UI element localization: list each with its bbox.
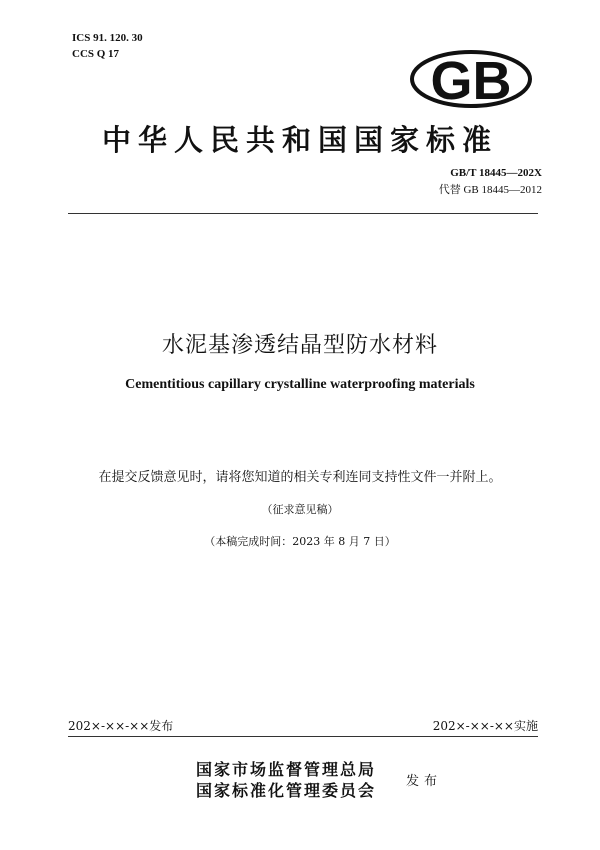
national-standard-title: 中华人民共和国国家标准 <box>101 123 498 157</box>
gb-logo <box>410 50 532 108</box>
gb-logo-text: GB <box>430 51 512 108</box>
document-title-chinese: 水泥基渗透结晶型防水材料 <box>161 333 438 358</box>
draft-label: （征求意见稿） <box>261 503 339 516</box>
feedback-note: 在提交反馈意见时，请将您知道的相关专利连同支持性文件一并附上。 <box>98 470 502 485</box>
implementation-date: 202×-××-××实施 <box>432 719 538 733</box>
issuer-samr: 国家市场监督管理总局 <box>196 760 377 779</box>
document-title-english: Cementitious capillary crystalline waterproofing materials <box>125 377 475 392</box>
standard-number-block <box>439 165 542 199</box>
completion-time: （本稿完成时间：2023 年 8 月 7 日） <box>204 535 396 548</box>
issuer-sac: 国家标准化管理委员会 <box>196 781 377 800</box>
replaces-standard: 代替 GB 18445—2012 <box>438 184 542 196</box>
ics-block <box>72 30 143 62</box>
standard-code: GB/T 18445—202X <box>450 167 542 179</box>
bottom-divider <box>68 736 538 737</box>
issue-date: 202×-××-××发布 <box>68 719 174 733</box>
ccs-code: CCS Q 17 <box>72 48 120 60</box>
top-divider <box>68 213 538 214</box>
issuing-authorities <box>196 759 376 801</box>
publish-label: 发布 <box>406 774 443 789</box>
ics-code: ICS 91. 120. 30 <box>72 32 143 44</box>
